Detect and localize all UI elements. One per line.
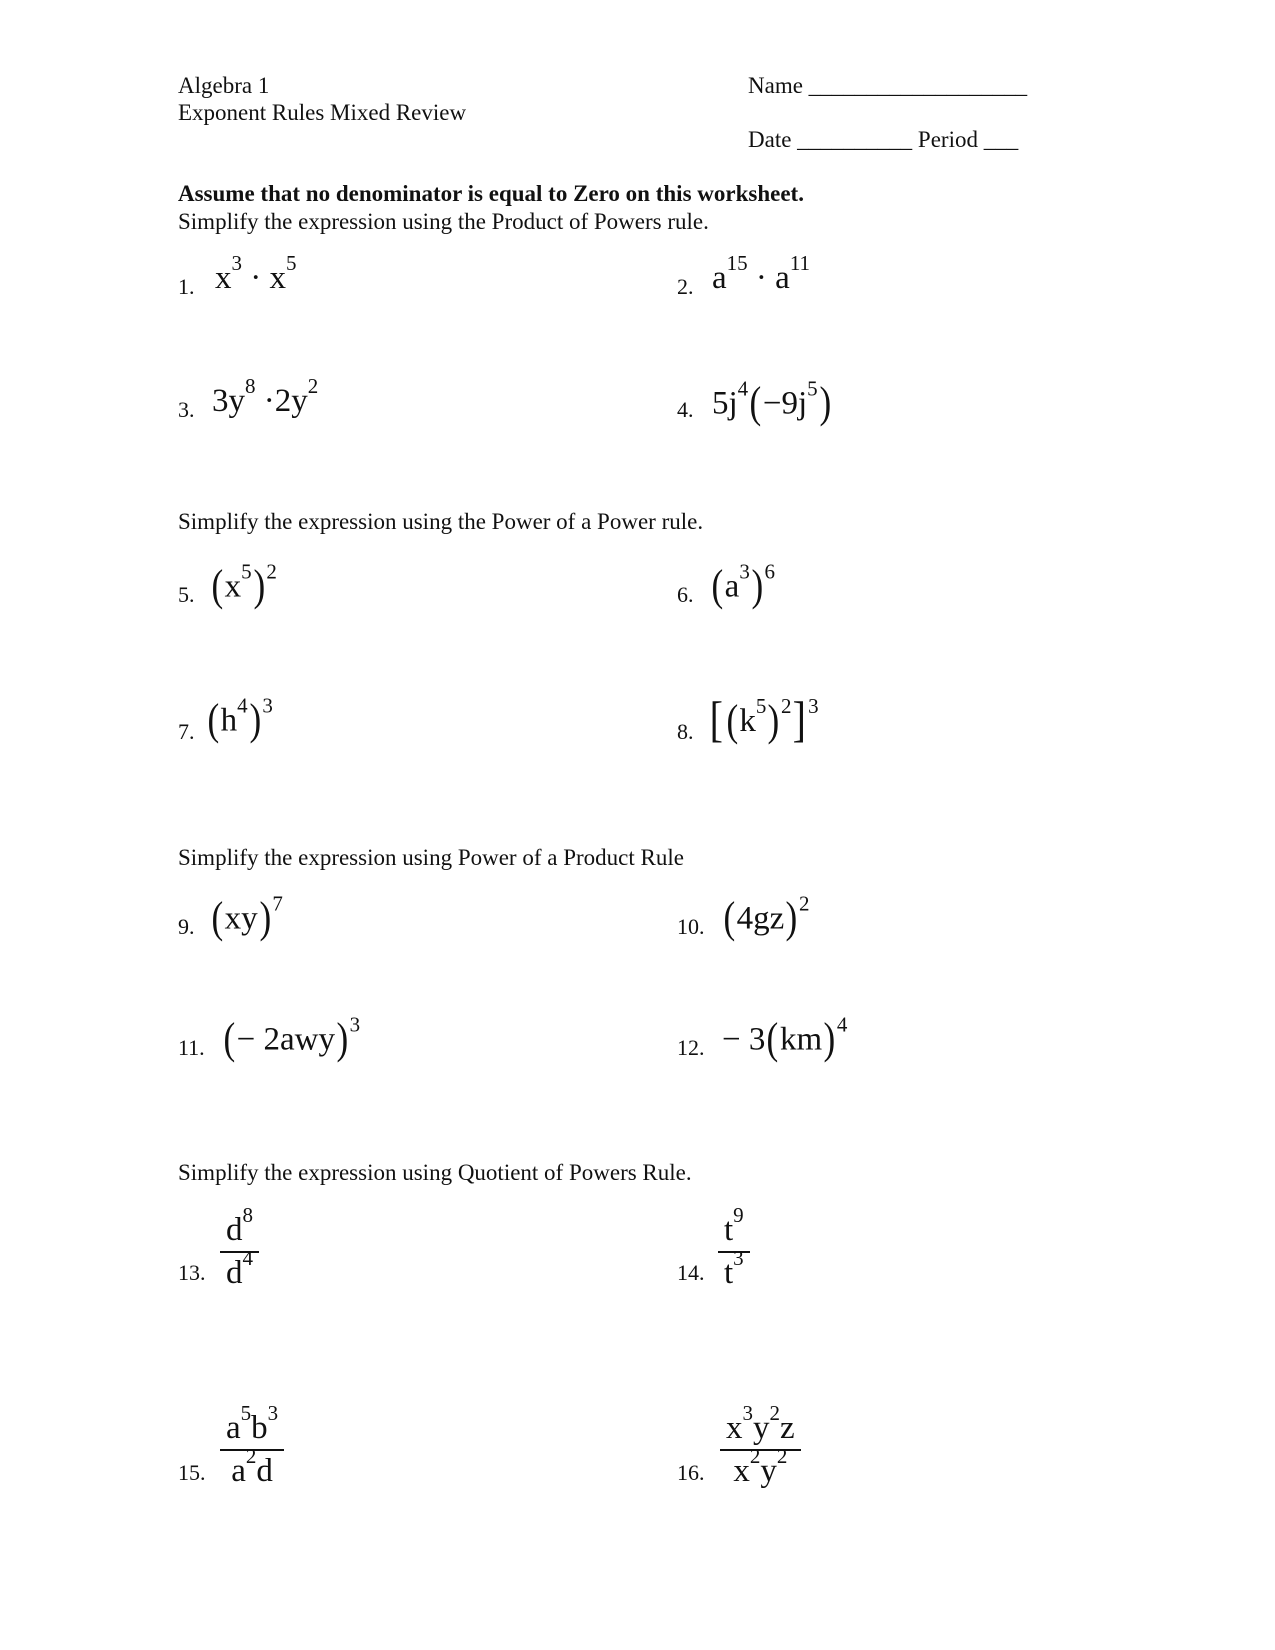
- course-title: Algebra 1: [178, 73, 270, 98]
- period-blank: ___: [983, 127, 1019, 152]
- problem-15-expression: $\frac{a^5b^3}{a^2d}$: [220, 1412, 284, 1488]
- problem-number: 5.: [178, 582, 195, 607]
- problem-9-expression: (xy)$^7$: [211, 891, 283, 942]
- problem-7-expression: $(h^4)^3$: [207, 693, 273, 744]
- problem-number: 14.: [677, 1260, 705, 1285]
- problem-number: 15.: [178, 1460, 206, 1485]
- worksheet-title: Exponent Rules Mixed Review: [178, 100, 467, 125]
- section-instruction: Simplify the expression using Power of a Product Rule: [178, 845, 684, 870]
- notice: Assume that no denominator is equal to Zero on this worksheet.: [178, 181, 804, 206]
- problem-number: 13.: [178, 1260, 206, 1285]
- problem-5-expression: $(x^5)^2$: [211, 559, 277, 610]
- problem-16-expression: $\frac{x^3y^2z}{x^2y^2}$: [720, 1412, 801, 1488]
- date-blank: __________: [797, 127, 913, 152]
- problem-number: 9.: [178, 914, 195, 939]
- problem-number: 10.: [677, 914, 705, 939]
- problem-4-expression: $5j^4(-9j^5)$: [712, 376, 831, 427]
- problem-6-expression: $(a^3)^6$: [711, 559, 775, 610]
- problem-number: 4.: [677, 397, 694, 422]
- problem-number: 7.: [178, 719, 195, 744]
- problem-10-expression: $(4gz)^2$: [723, 891, 810, 942]
- section-instruction: Simplify the expression using Quotient of Powers Rule.: [178, 1160, 692, 1185]
- section-instruction: Simplify the expression using the Power of a Power rule.: [178, 509, 704, 534]
- problem-11-expression: (− 2awy)$^3$: [223, 1012, 361, 1063]
- name-field: [748, 72, 1027, 100]
- problem-number: 1.: [178, 274, 195, 299]
- name-label: Name: [748, 73, 803, 98]
- problem-14-expression: $\frac{t^9}{t^3}$: [718, 1214, 750, 1290]
- problem-number: 6.: [677, 582, 694, 607]
- problem-8-expression: $[(k^5)^2]^3$: [709, 691, 819, 747]
- date-period-field: [748, 126, 1018, 154]
- problem-2-expression: $a^{15} \cdot a^{11}$: [712, 251, 811, 296]
- problem-number: 16.: [677, 1460, 705, 1485]
- problem-number: 11.: [178, 1035, 205, 1060]
- problem-3-expression: $3y^8 \cdot 2y^2$: [212, 374, 319, 419]
- problem-13-expression: $\frac{d^8}{d^4}$: [220, 1214, 259, 1290]
- problem-number: 12.: [677, 1035, 705, 1060]
- name-blank: ___________________: [808, 73, 1028, 98]
- section-instruction: Simplify the expression using the Product of Powers rule.: [178, 209, 709, 234]
- problem-number: 2.: [677, 274, 694, 299]
- problem-1-expression: $x^3 \cdot x^5$: [215, 251, 297, 296]
- date-label: Date: [748, 127, 792, 152]
- problem-12-expression: − 3(km)$^4$: [722, 1012, 848, 1063]
- period-label: Period: [917, 127, 978, 152]
- problem-number: 3.: [178, 397, 195, 422]
- problem-number: 8.: [677, 719, 694, 744]
